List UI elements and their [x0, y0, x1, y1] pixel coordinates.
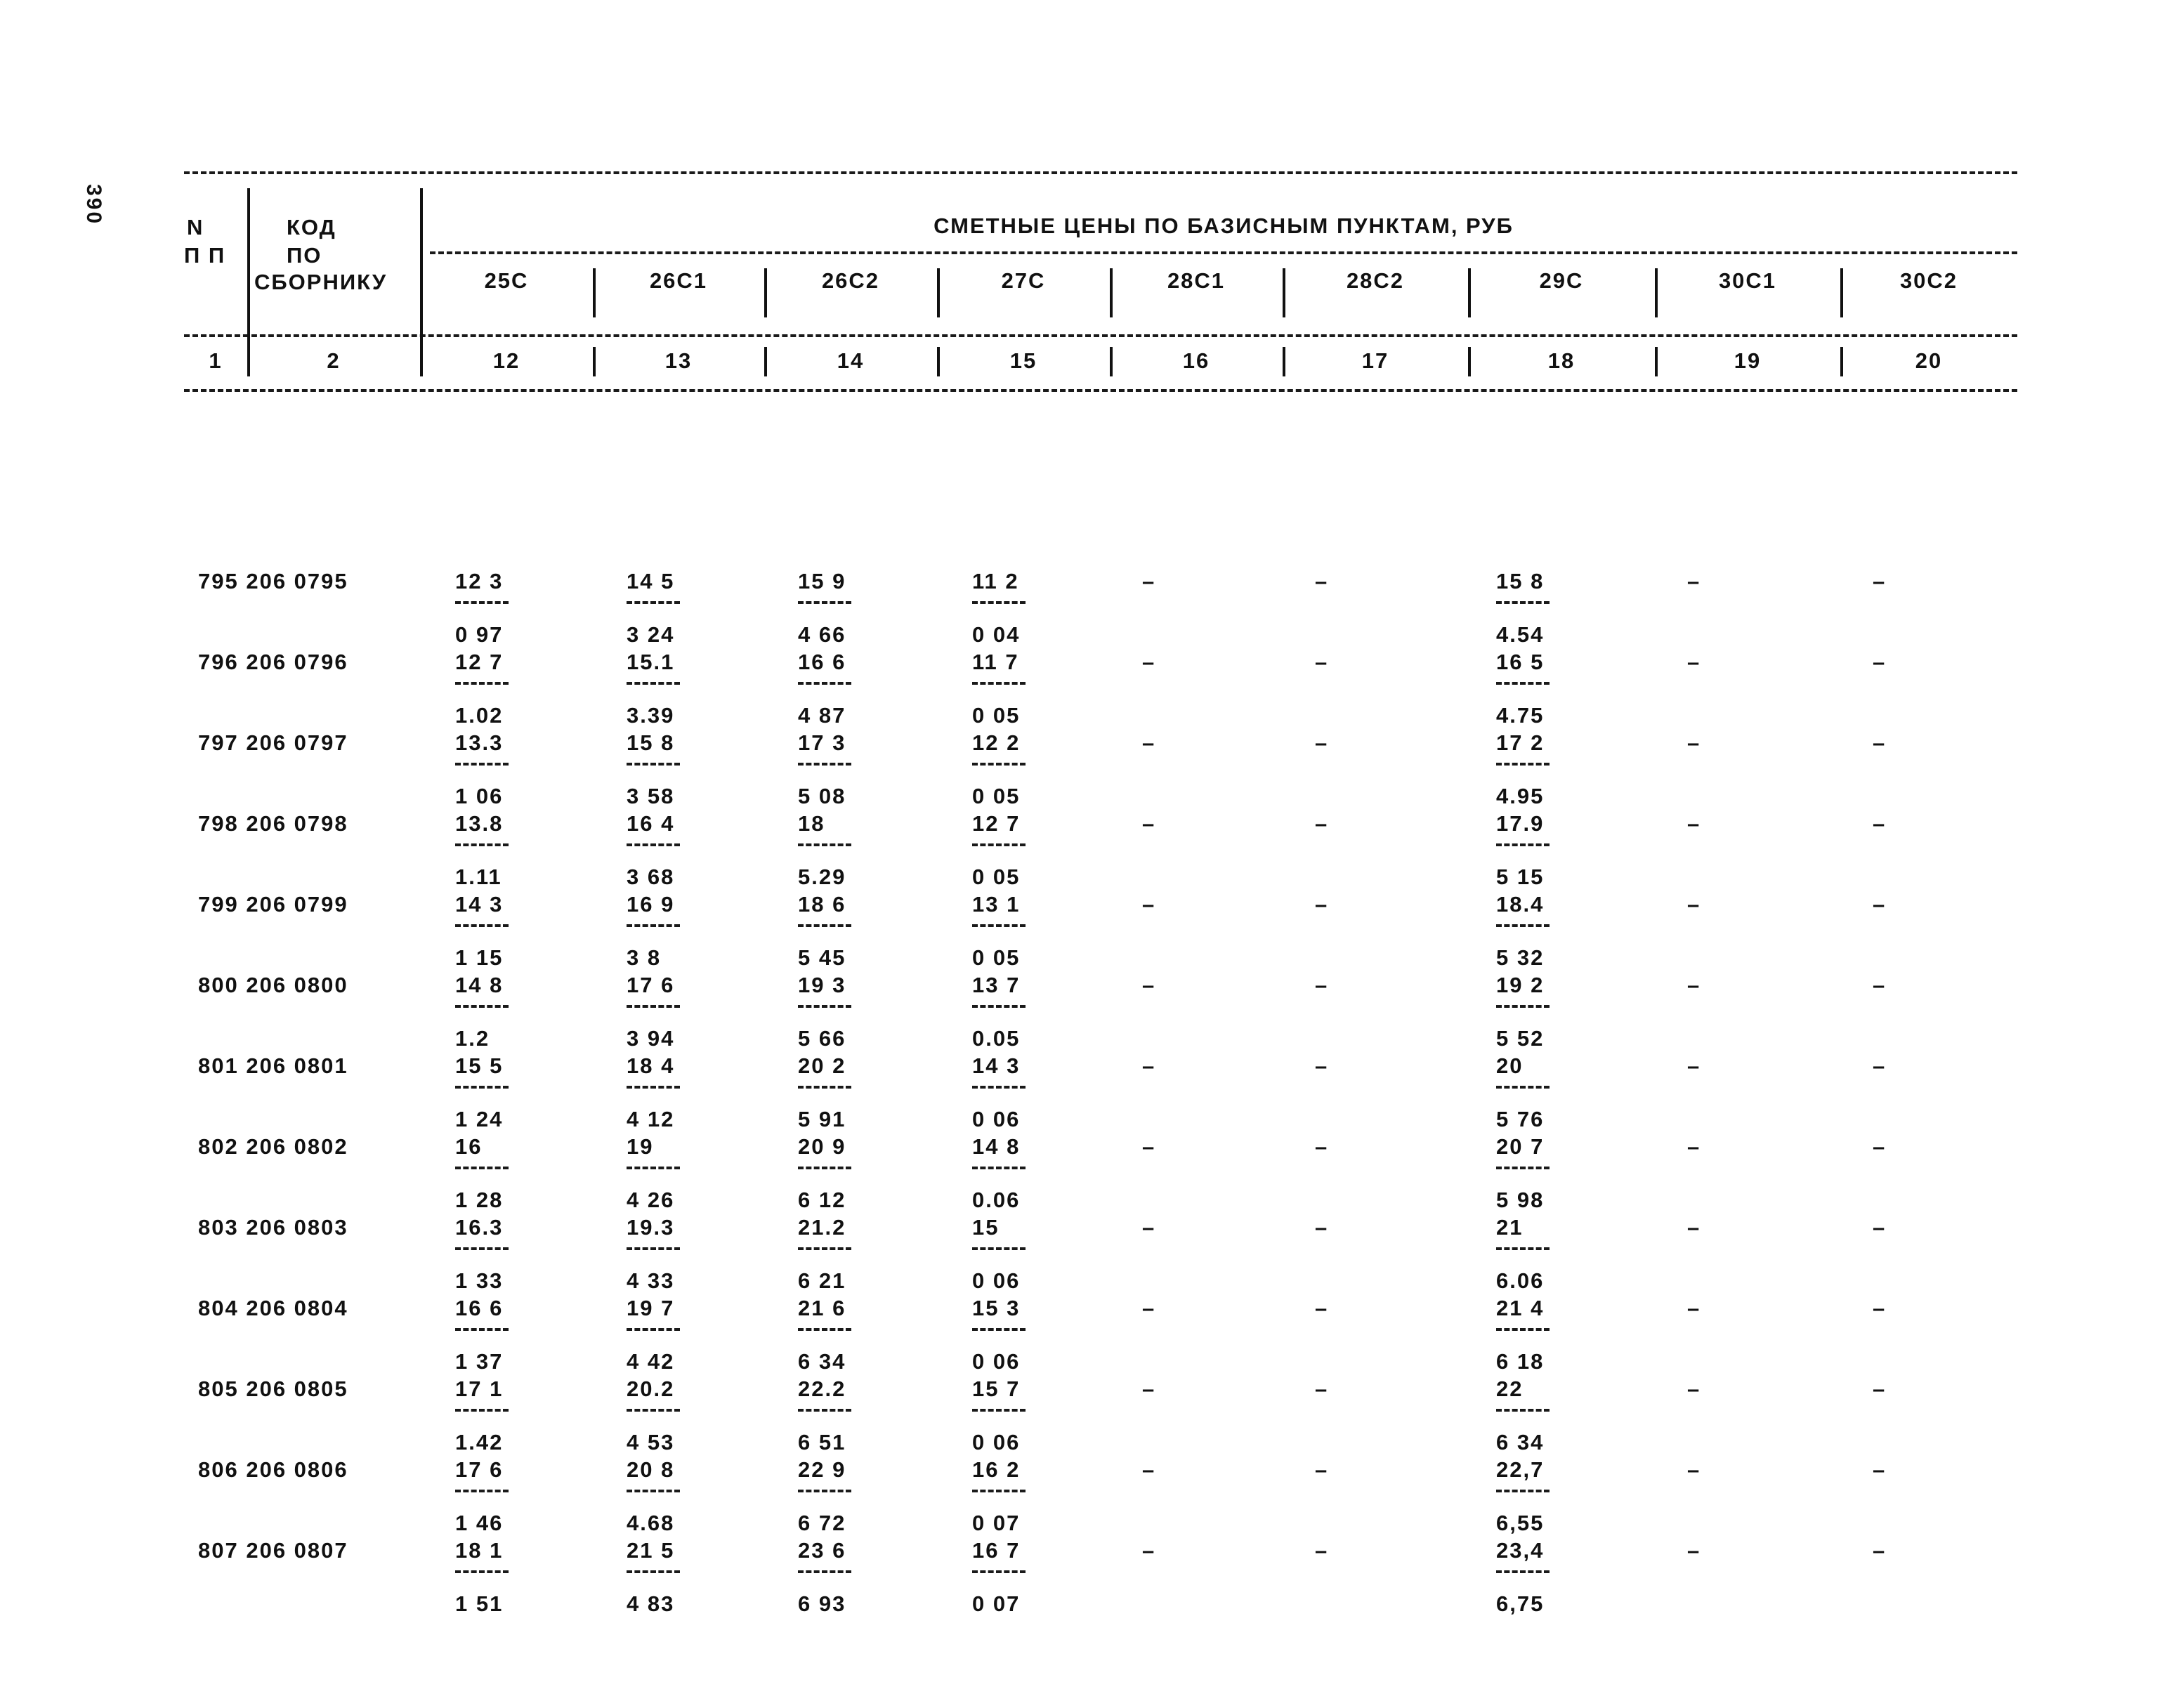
freight-value: 6 34 — [1496, 1430, 1545, 1454]
empty-mark: – — [1315, 1296, 1329, 1320]
header-sub-rule — [184, 334, 2017, 337]
header-divider-price-8 — [1655, 268, 1658, 317]
empty-mark: – — [1315, 1457, 1329, 1482]
fraction-line — [972, 763, 1026, 766]
empty-mark: – — [1315, 811, 1329, 836]
price-value: 19 7 — [627, 1296, 675, 1320]
price-value: 23,4 — [1496, 1538, 1545, 1563]
empty-mark: – — [1142, 1215, 1156, 1240]
freight-value: 5 66 — [798, 1026, 846, 1051]
price-value: 16 4 — [627, 811, 675, 836]
price-value: 20 8 — [627, 1457, 675, 1482]
price-value: 16 2 — [972, 1457, 1021, 1482]
freight-value: 1 33 — [455, 1268, 504, 1293]
empty-mark: – — [1142, 650, 1156, 674]
price-value: 19 3 — [798, 973, 846, 997]
fraction-line — [1496, 843, 1550, 846]
price-value: 16 5 — [1496, 650, 1545, 674]
empty-mark: – — [1687, 892, 1701, 917]
freight-value: 3 68 — [627, 865, 675, 889]
header-col-17: 28С2 — [1346, 268, 1405, 293]
freight-value: 0 05 — [972, 784, 1021, 808]
freight-value: 4.54 — [1496, 622, 1545, 647]
empty-mark: – — [1315, 892, 1329, 917]
freight-value: 0 07 — [972, 1511, 1021, 1535]
freight-value: 4.75 — [1496, 703, 1545, 728]
price-value: 16 — [455, 1134, 483, 1159]
fraction-line — [455, 1409, 509, 1412]
row-label: 807 206 0807 — [198, 1538, 348, 1563]
empty-mark: – — [1873, 650, 1887, 674]
price-value: 15 7 — [972, 1377, 1021, 1401]
row-label: 797 206 0797 — [198, 730, 348, 755]
header-divider-price-4 — [937, 268, 940, 317]
fraction-line — [798, 1167, 851, 1169]
fraction-line — [798, 1490, 851, 1492]
empty-mark: – — [1873, 811, 1887, 836]
fraction-line — [1496, 1328, 1550, 1331]
header-code-label-3: СБОРНИКУ — [254, 270, 388, 294]
fraction-line — [798, 1409, 851, 1412]
header-colnum-15: 15 — [1009, 348, 1037, 373]
empty-mark: – — [1687, 569, 1701, 593]
fraction-line — [972, 1490, 1026, 1492]
price-value: 16 6 — [798, 650, 846, 674]
freight-value: 1.2 — [455, 1026, 490, 1051]
fraction-line — [627, 1570, 680, 1573]
empty-mark: – — [1873, 1457, 1887, 1482]
header-divider-price-6 — [1283, 268, 1285, 317]
freight-value: 5 32 — [1496, 945, 1545, 970]
freight-value: 4 42 — [627, 1349, 675, 1374]
row-label: 798 206 0798 — [198, 811, 348, 836]
freight-value: 1 28 — [455, 1188, 504, 1212]
fraction-line — [627, 1490, 680, 1492]
price-value: 15 3 — [972, 1296, 1021, 1320]
price-value: 20 9 — [798, 1134, 846, 1159]
price-value: 21 — [1496, 1215, 1524, 1240]
freight-value: 6.06 — [1496, 1268, 1545, 1293]
fraction-line — [798, 601, 851, 604]
fraction-line — [627, 843, 680, 846]
header-colnum-19: 19 — [1734, 348, 1762, 373]
freight-value: 0 05 — [972, 703, 1021, 728]
empty-mark: – — [1873, 1377, 1887, 1401]
fraction-line — [798, 1570, 851, 1573]
freight-value: 0 06 — [972, 1268, 1021, 1293]
fraction-line — [972, 1409, 1026, 1412]
price-value: 15 — [972, 1215, 1000, 1240]
price-value: 23 6 — [798, 1538, 846, 1563]
empty-mark: – — [1315, 569, 1329, 593]
freight-value: 0 06 — [972, 1349, 1021, 1374]
empty-mark: – — [1315, 973, 1329, 997]
price-value: 19 — [627, 1134, 654, 1159]
freight-value: 4.95 — [1496, 784, 1545, 808]
freight-value: 5 15 — [1496, 865, 1545, 889]
fraction-line — [455, 682, 509, 685]
price-value: 17 6 — [455, 1457, 504, 1482]
freight-value: 1.02 — [455, 703, 504, 728]
price-value: 15 5 — [455, 1053, 504, 1078]
empty-mark: – — [1315, 730, 1329, 755]
freight-value: 5 76 — [1496, 1107, 1545, 1131]
empty-mark: – — [1873, 1134, 1887, 1159]
freight-value: 0 07 — [972, 1591, 1021, 1616]
price-value: 11 2 — [972, 569, 1019, 593]
header-col-12: 25С — [484, 268, 529, 293]
freight-value: 6 21 — [798, 1268, 846, 1293]
fraction-line — [798, 1328, 851, 1331]
price-value: 18 4 — [627, 1053, 675, 1078]
freight-value: 0 05 — [972, 945, 1021, 970]
fraction-line — [627, 1005, 680, 1008]
header-divider-price-7 — [1468, 268, 1471, 317]
fraction-line — [972, 843, 1026, 846]
empty-mark: – — [1873, 892, 1887, 917]
freight-value: 4 53 — [627, 1430, 675, 1454]
fraction-line — [627, 682, 680, 685]
freight-value: 6 51 — [798, 1430, 846, 1454]
fraction-line — [972, 1570, 1026, 1573]
freight-value: 3 24 — [627, 622, 675, 647]
price-value: 17 3 — [798, 730, 846, 755]
freight-value: 6 12 — [798, 1188, 846, 1212]
fraction-line — [455, 1570, 509, 1573]
price-value: 14 8 — [972, 1134, 1021, 1159]
row-label: 802 206 0802 — [198, 1134, 348, 1159]
freight-value: 1.11 — [455, 865, 502, 889]
empty-mark: – — [1315, 1377, 1329, 1401]
fraction-line — [455, 1247, 509, 1250]
page-number: 390 — [82, 184, 105, 226]
price-value: 11 7 — [972, 650, 1019, 674]
header-colnum-20: 20 — [1915, 348, 1943, 373]
fraction-line — [972, 1167, 1026, 1169]
fraction-line — [1496, 924, 1550, 927]
header-prices-title: СМЕТНЫЕ ЦЕНЫ ПО БАЗИСНЫМ ПУНКТАМ, РУБ — [933, 214, 1514, 238]
empty-mark: – — [1687, 1538, 1701, 1563]
price-value: 19 2 — [1496, 973, 1545, 997]
empty-mark: – — [1873, 1053, 1887, 1078]
freight-value: 0 04 — [972, 622, 1021, 647]
price-value: 20 7 — [1496, 1134, 1545, 1159]
empty-mark: – — [1687, 973, 1701, 997]
price-value: 18.4 — [1496, 892, 1545, 917]
fraction-line — [798, 843, 851, 846]
price-value: 12 2 — [972, 730, 1021, 755]
fraction-line — [455, 1328, 509, 1331]
header-col-14: 26С2 — [821, 268, 880, 293]
empty-mark: – — [1315, 1053, 1329, 1078]
price-value: 18 1 — [455, 1538, 504, 1563]
row-label: 804 206 0804 — [198, 1296, 348, 1320]
price-value: 22,7 — [1496, 1457, 1545, 1482]
price-value: 13 1 — [972, 892, 1021, 917]
empty-mark: – — [1873, 730, 1887, 755]
empty-mark: – — [1142, 892, 1156, 917]
price-value: 20 2 — [798, 1053, 846, 1078]
fraction-line — [627, 1167, 680, 1169]
fraction-line — [798, 924, 851, 927]
fraction-line — [627, 1086, 680, 1089]
freight-value: 0 97 — [455, 622, 504, 647]
header-divider-price-3 — [764, 268, 767, 317]
header-col-16: 28С1 — [1167, 268, 1226, 293]
price-value: 12 7 — [972, 811, 1021, 836]
header-divider-price-9 — [1840, 268, 1843, 317]
price-value: 21 6 — [798, 1296, 846, 1320]
empty-mark: – — [1873, 1538, 1887, 1563]
header-code-label-2: ПО — [287, 243, 322, 268]
empty-mark: – — [1873, 973, 1887, 997]
price-value: 15.1 — [627, 650, 675, 674]
price-value: 21 5 — [627, 1538, 675, 1563]
freight-value: 5 45 — [798, 945, 846, 970]
header-col-13: 26С1 — [649, 268, 708, 293]
header-no-label: N — [187, 215, 204, 239]
freight-value: 4 66 — [798, 622, 846, 647]
empty-mark: – — [1142, 1377, 1156, 1401]
fraction-line — [1496, 1167, 1550, 1169]
freight-value: 5.29 — [798, 865, 846, 889]
freight-value: 4 83 — [627, 1591, 675, 1616]
freight-value: 5 91 — [798, 1107, 846, 1131]
empty-mark: – — [1142, 973, 1156, 997]
fraction-line — [972, 1328, 1026, 1331]
fraction-line — [627, 601, 680, 604]
empty-mark: – — [1315, 650, 1329, 674]
freight-value: 1 51 — [455, 1591, 504, 1616]
fraction-line — [455, 843, 509, 846]
fraction-line — [1496, 1005, 1550, 1008]
fraction-line — [1496, 1490, 1550, 1492]
freight-value: 4 87 — [798, 703, 846, 728]
row-label: 795 206 0795 — [198, 569, 348, 593]
price-value: 16 7 — [972, 1538, 1021, 1563]
price-value: 15 8 — [627, 730, 675, 755]
fraction-line — [1496, 763, 1550, 766]
header-bottom-rule — [184, 389, 2017, 392]
header-colnum-17: 17 — [1361, 348, 1389, 373]
fraction-line — [1496, 682, 1550, 685]
header-mid-rule — [430, 251, 2017, 254]
price-value: 20 — [1496, 1053, 1524, 1078]
empty-mark: – — [1142, 569, 1156, 593]
freight-value: 6 72 — [798, 1511, 846, 1535]
price-value: 14 3 — [455, 892, 504, 917]
price-value: 16 9 — [627, 892, 675, 917]
freight-value: 0 05 — [972, 865, 1021, 889]
fraction-line — [972, 924, 1026, 927]
header-colnum-2: 2 — [327, 348, 341, 373]
price-value: 19.3 — [627, 1215, 675, 1240]
price-value: 18 6 — [798, 892, 846, 917]
price-value: 12 7 — [455, 650, 504, 674]
empty-mark: – — [1687, 1296, 1701, 1320]
price-value: 17 6 — [627, 973, 675, 997]
fraction-line — [798, 682, 851, 685]
empty-mark: – — [1687, 730, 1701, 755]
empty-mark: – — [1142, 1538, 1156, 1563]
fraction-line — [798, 1005, 851, 1008]
freight-value: 0 06 — [972, 1107, 1021, 1131]
header-divider-price-2 — [593, 268, 596, 317]
row-label: 799 206 0799 — [198, 892, 348, 917]
price-value: 12 3 — [455, 569, 504, 593]
fraction-line — [1496, 1409, 1550, 1412]
fraction-line — [798, 763, 851, 766]
price-value: 22 — [1496, 1377, 1524, 1401]
freight-value: 0 06 — [972, 1430, 1021, 1454]
fraction-line — [798, 1247, 851, 1250]
freight-value: 1.42 — [455, 1430, 504, 1454]
freight-value: 5 52 — [1496, 1026, 1545, 1051]
freight-value: 3 8 — [627, 945, 662, 970]
fraction-line — [627, 924, 680, 927]
header-code-label: КОД — [287, 215, 336, 239]
empty-mark: – — [1142, 1457, 1156, 1482]
price-value: 22 9 — [798, 1457, 846, 1482]
empty-mark: – — [1687, 1215, 1701, 1240]
price-value: 14 5 — [627, 569, 675, 593]
freight-value: 4 33 — [627, 1268, 675, 1293]
row-label: 801 206 0801 — [198, 1053, 348, 1078]
freight-value: 1 06 — [455, 784, 504, 808]
empty-mark: – — [1873, 1215, 1887, 1240]
freight-value: 6,55 — [1496, 1511, 1545, 1535]
empty-mark: – — [1687, 811, 1701, 836]
freight-value: 1 15 — [455, 945, 504, 970]
fraction-line — [972, 682, 1026, 685]
empty-mark: – — [1142, 811, 1156, 836]
header-colnum-12: 12 — [492, 348, 520, 373]
freight-value: 4.68 — [627, 1511, 675, 1535]
fraction-line — [455, 924, 509, 927]
price-value: 13.8 — [455, 811, 504, 836]
fraction-line — [455, 1086, 509, 1089]
header-top-rule — [184, 171, 2017, 174]
empty-mark: – — [1315, 1134, 1329, 1159]
fraction-line — [455, 1005, 509, 1008]
empty-mark: – — [1315, 1215, 1329, 1240]
fraction-line — [627, 1247, 680, 1250]
empty-mark: – — [1687, 650, 1701, 674]
freight-value: 5 98 — [1496, 1188, 1545, 1212]
price-value: 20.2 — [627, 1377, 675, 1401]
fraction-line — [455, 1490, 509, 1492]
price-value: 13.3 — [455, 730, 504, 755]
price-value: 14 3 — [972, 1053, 1021, 1078]
header-col-20: 30С2 — [1899, 268, 1958, 293]
price-value: 17 2 — [1496, 730, 1545, 755]
freight-value: 6 34 — [798, 1349, 846, 1374]
empty-mark: – — [1687, 1053, 1701, 1078]
freight-value: 1 24 — [455, 1107, 504, 1131]
empty-mark: – — [1142, 1053, 1156, 1078]
freight-value: 1 37 — [455, 1349, 504, 1374]
empty-mark: – — [1873, 1296, 1887, 1320]
row-label: 805 206 0805 — [198, 1377, 348, 1401]
header-colnum-13: 13 — [664, 348, 693, 373]
fraction-line — [1496, 601, 1550, 604]
price-value: 15 8 — [1496, 569, 1545, 593]
empty-mark: – — [1687, 1457, 1701, 1482]
empty-mark: – — [1142, 1134, 1156, 1159]
freight-value: 4 12 — [627, 1107, 675, 1131]
freight-value: 5 08 — [798, 784, 846, 808]
price-value: 17 1 — [455, 1377, 504, 1401]
fraction-line — [455, 1167, 509, 1169]
freight-value: 4 26 — [627, 1188, 675, 1212]
header-colnum-1: 1 — [209, 348, 223, 373]
fraction-line — [972, 1247, 1026, 1250]
header-colnum-14: 14 — [837, 348, 865, 373]
price-value: 13 7 — [972, 973, 1021, 997]
price-value: 22.2 — [798, 1377, 846, 1401]
empty-mark: – — [1687, 1134, 1701, 1159]
fraction-line — [627, 763, 680, 766]
row-label: 800 206 0800 — [198, 973, 348, 997]
fraction-line — [1496, 1570, 1550, 1573]
freight-value: 6 93 — [798, 1591, 846, 1616]
fraction-line — [1496, 1247, 1550, 1250]
empty-mark: – — [1873, 569, 1887, 593]
freight-value: 6,75 — [1496, 1591, 1545, 1616]
fraction-line — [627, 1328, 680, 1331]
empty-mark: – — [1142, 730, 1156, 755]
freight-value: 1 46 — [455, 1511, 504, 1535]
fraction-line — [455, 763, 509, 766]
fraction-line — [972, 1086, 1026, 1089]
fraction-line — [1496, 1086, 1550, 1089]
header-col-18: 29С — [1539, 268, 1584, 293]
price-value: 14 8 — [455, 973, 504, 997]
freight-value: 3 58 — [627, 784, 675, 808]
header-colnum-18: 18 — [1547, 348, 1575, 373]
freight-value: 0.05 — [972, 1026, 1021, 1051]
empty-mark: – — [1315, 1538, 1329, 1563]
freight-value: 6 18 — [1496, 1349, 1545, 1374]
price-value: 16.3 — [455, 1215, 504, 1240]
price-value: 21 4 — [1496, 1296, 1545, 1320]
header-colnum-16: 16 — [1182, 348, 1210, 373]
fraction-line — [972, 1005, 1026, 1008]
fraction-line — [972, 601, 1026, 604]
empty-mark: – — [1687, 1377, 1701, 1401]
freight-value: 0.06 — [972, 1188, 1021, 1212]
row-label: 803 206 0803 — [198, 1215, 348, 1240]
freight-value: 3 94 — [627, 1026, 675, 1051]
price-value: 18 — [798, 811, 825, 836]
row-label: 796 206 0796 — [198, 650, 348, 674]
header-col-15: 27С — [1001, 268, 1046, 293]
row-label: 806 206 0806 — [198, 1457, 348, 1482]
header-no-label-2: П П — [184, 243, 226, 268]
price-value: 17.9 — [1496, 811, 1545, 836]
fraction-line — [627, 1409, 680, 1412]
freight-value: 3.39 — [627, 703, 675, 728]
price-value: 21.2 — [798, 1215, 846, 1240]
fraction-line — [798, 1086, 851, 1089]
header-divider-price-5 — [1110, 268, 1113, 317]
price-value: 15 9 — [798, 569, 846, 593]
price-value: 16 6 — [455, 1296, 504, 1320]
header-col-19: 30С1 — [1718, 268, 1777, 293]
fraction-line — [455, 601, 509, 604]
empty-mark: – — [1142, 1296, 1156, 1320]
